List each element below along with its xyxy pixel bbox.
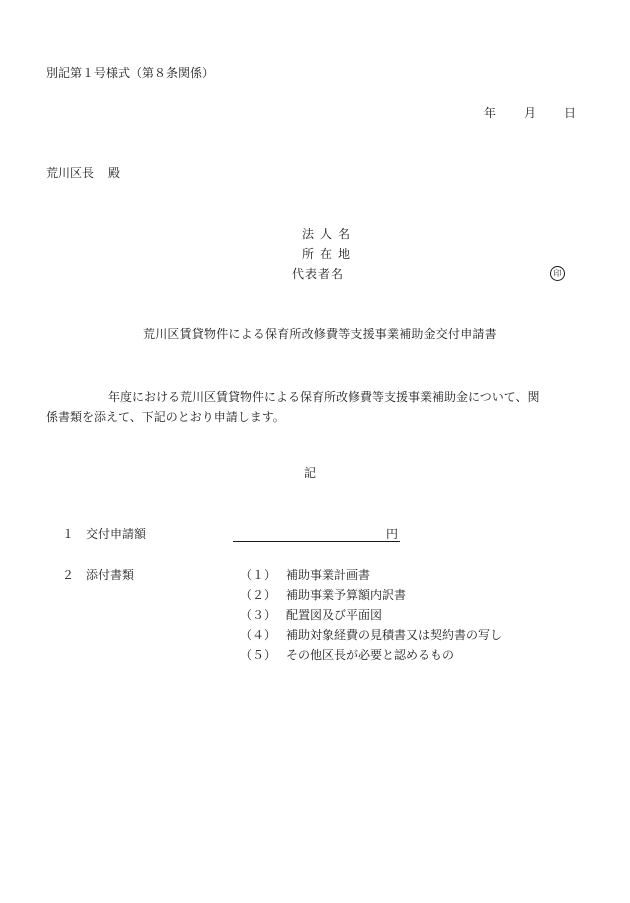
attachment-5-text: その他区長が必要と認めるもの <box>286 648 455 662</box>
attachment-1-text: 補助事業計画書 <box>286 568 371 582</box>
date-day: 日 <box>564 106 577 120</box>
representative-label: 代表者名 <box>292 267 345 281</box>
attachment-2-number: （２） <box>240 588 277 602</box>
attachment-4-text: 補助対象経費の見積書又は契約書の写し <box>286 628 503 642</box>
attachment-5-number: （５） <box>240 648 277 662</box>
address-label: 所在地 <box>302 247 357 261</box>
item-2-label: 添付書類 <box>86 568 135 582</box>
item-2-number: ２ <box>62 568 75 582</box>
item-1-label: 交付申請額 <box>86 527 147 541</box>
corp-name-label: 法人名 <box>302 227 357 241</box>
addressee <box>46 166 120 180</box>
attachment-1-number: （１） <box>240 568 277 582</box>
body-line-2: 係書類を添えて、下記のとおり申請します。 <box>46 410 285 424</box>
amount-field[interactable] <box>233 525 400 542</box>
amount-unit: 円 <box>386 527 399 541</box>
item-1-number: １ <box>62 527 75 541</box>
seal-icon: 印 <box>550 266 565 281</box>
body-paragraph <box>46 387 576 427</box>
document-title: 荒川区賃貸物件による保育所改修費等支援事業補助金交付申請書 <box>143 327 497 341</box>
form-label: 別記第１号様式（第８条関係） <box>46 66 215 80</box>
body-line-1: 年度における荒川区賃貸物件による保育所改修費等支援事業補助金について、関 <box>108 390 540 404</box>
attachment-3-number: （３） <box>240 608 277 622</box>
date-year: 年 <box>484 106 497 120</box>
addressee-honorific: 殿 <box>108 166 121 180</box>
date-line <box>484 106 576 120</box>
attachment-3-text: 配置図及び平面図 <box>286 608 383 622</box>
date-month: 月 <box>524 106 537 120</box>
attachment-2-text: 補助事業予算額内訳書 <box>286 588 407 602</box>
addressee-name: 荒川区長 <box>46 166 95 180</box>
attachment-4-number: （４） <box>240 628 277 642</box>
ki-heading: 記 <box>304 466 317 480</box>
